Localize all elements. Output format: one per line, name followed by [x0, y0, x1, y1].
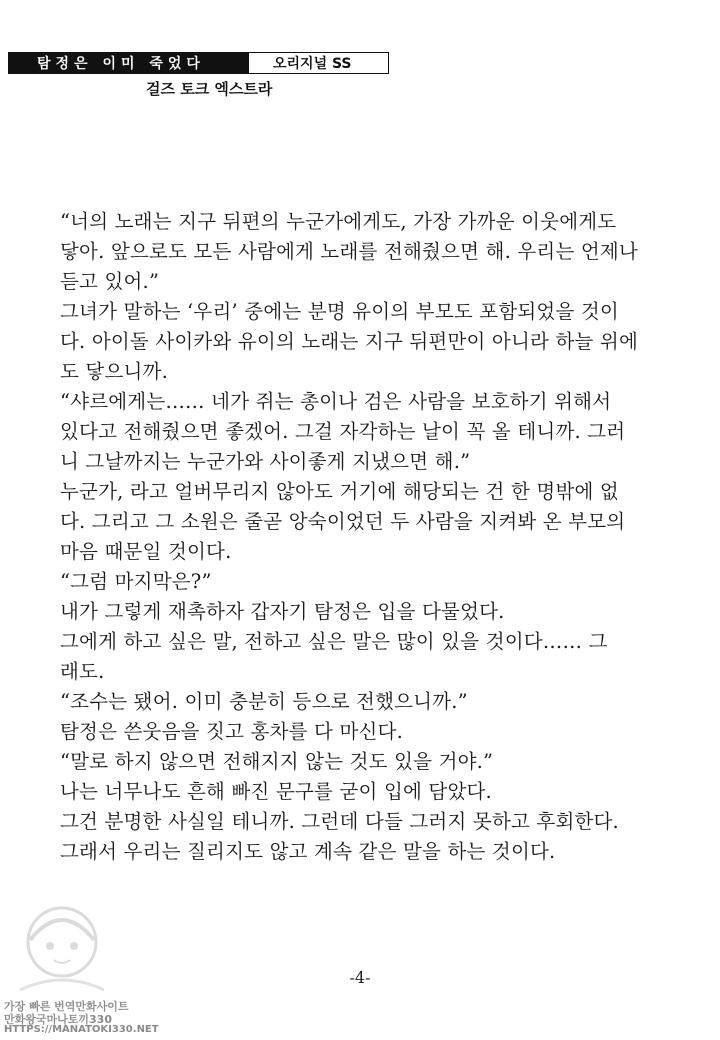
text-line: 마음 때문일 것이다.: [60, 540, 232, 563]
text-line: 래도.: [60, 660, 105, 683]
text-line: 그건 분명한 사실일 테니까. 그런데 다들 그러지 못하고 후회한다.: [60, 810, 619, 833]
text-line: 다. 아이돌 사이카와 유이의 노래는 지구 뒤편만이 아니라 하늘 위에: [60, 330, 638, 353]
text-line: 듣고 있어.”: [60, 270, 160, 293]
series-title: 탐정은 이미 죽었다: [9, 53, 249, 73]
text-line: 도 닿으니까.: [60, 360, 168, 383]
text-line: 다. 그리고 그 소원은 줄곧 앙숙이었던 두 사람을 지켜봐 온 부모의: [60, 510, 626, 533]
chapter-title: 걸즈 토크 엑스트라: [146, 80, 273, 98]
text-line: “조수는 됐어. 이미 충분히 등으로 전했으니까.”: [60, 690, 468, 713]
text-line: 니 그날까지는 누군가와 사이좋게 지냈으면 해.”: [60, 450, 471, 473]
text-line: 닿아. 앞으로도 모든 사람에게 노래를 전해줬으면 해. 우리는 언제나: [60, 240, 638, 263]
text-line: 그에게 하고 싶은 말, 전하고 싶은 말은 많이 있을 것이다…… 그: [60, 630, 608, 653]
text-line: 그녀가 말하는 ‘우리’ 중에는 분명 유이의 부모도 포함되었을 것이: [60, 300, 619, 323]
body-text: [60, 207, 680, 867]
text-line: “너의 노래는 지구 뒤편의 누군가에게도, 가장 가까운 이웃에게도: [60, 210, 617, 233]
text-line: “그럼 마지막은?”: [60, 570, 212, 593]
text-line: 있다고 전해줬으면 좋겠어. 그걸 자각하는 날이 꼭 올 테니까. 그러: [60, 420, 626, 443]
text-line: “샤르에게는…… 네가 쥐는 총이나 검은 사람을 보호하기 위해서: [60, 390, 612, 413]
text-line: 그래서 우리는 질리지도 않고 계속 같은 말을 하는 것이다.: [60, 840, 556, 863]
text-line: 누군가, 라고 얼버무리지 않아도 거기에 해당되는 건 한 명밖에 없: [60, 480, 619, 503]
book-header: [8, 52, 389, 74]
watermark-text: 만화왕국마나토끼330: [4, 1013, 112, 1026]
page-number: -4-: [349, 968, 371, 987]
watermark-text: 가장 빠른 번역만화사이트: [4, 1000, 129, 1013]
edition-label: 오리지널 SS: [273, 56, 352, 72]
text-line: 나는 너무나도 흔해 빠진 문구를 굳이 입에 담았다.: [60, 780, 492, 803]
text-line: “말로 하지 않으면 전해지지 않는 것도 있을 거야.”: [60, 750, 494, 773]
watermark-url: HTTPS://MANATOKI330.NET: [4, 1024, 159, 1035]
text-line: 탐정은 쓴웃음을 짓고 홍차를 다 마신다.: [60, 720, 403, 743]
text-line: 내가 그렇게 재촉하자 갑자기 탐정은 입을 다물었다.: [60, 600, 505, 623]
